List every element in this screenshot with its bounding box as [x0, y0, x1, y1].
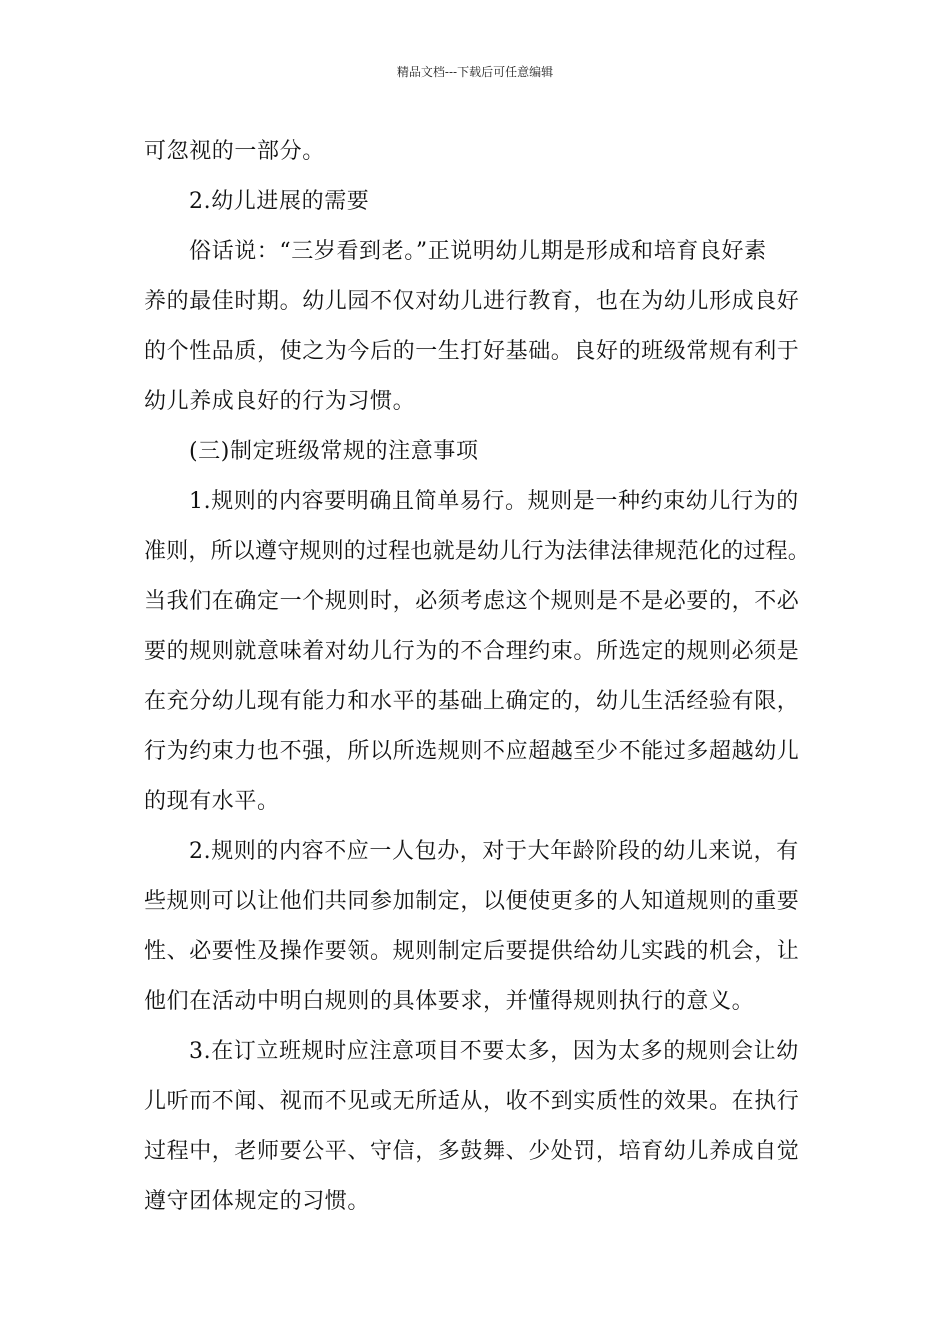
text-line: 的现有水平。 — [144, 789, 280, 814]
page-header: 精品文档---下载后可任意编辑 — [396, 65, 554, 79]
text-line: 的个性品质，使之为今后的一生打好基础。良好的班级常规有利于 — [144, 339, 800, 364]
text-line: 幼儿养成良好的行为习惯。 — [144, 389, 416, 414]
text-line: 要的规则就意味着对幼儿行为的不合理约束。所选定的规则必须是 — [144, 639, 800, 664]
text-line: 他们在活动中明白规则的具体要求，并懂得规则执行的意义。 — [144, 989, 755, 1014]
text-line: 行为约束力也不强，所以所选规则不应超越至少不能过多超越幼儿 — [144, 739, 800, 764]
text-line: 2.规则的内容不应一人包办，对于大年龄阶段的幼儿来说，有 — [189, 839, 799, 864]
text-line: 性、必要性及操作要领。规则制定后要提供给幼儿实践的机会，让 — [144, 939, 800, 964]
document-body — [144, 127, 812, 1227]
text-line: (三)制定班级常规的注意事项 — [189, 439, 479, 464]
text-line: 些规则可以让他们共同参加制定，以便使更多的人知道规则的重要 — [144, 889, 800, 914]
text-line: 儿听而不闻、视而不见或无所适从，收不到实质性的效果。在执行 — [144, 1089, 800, 1114]
text-line: 准则，所以遵守规则的过程也就是幼儿行为法律法律规范化的过程。 — [144, 539, 811, 564]
text-line: 俗话说：“三岁看到老。”正说明幼儿期是形成和培育良好素 — [189, 239, 767, 264]
text-line: 遵守团体规定的习惯。 — [144, 1189, 371, 1214]
text-line: 3.在订立班规时应注意项目不要太多，因为太多的规则会让幼 — [189, 1039, 799, 1064]
text-line: 养的最佳时期。幼儿园不仅对幼儿进行教育，也在为幼儿形成良好 — [144, 289, 800, 314]
text-line: 1.规则的内容要明确且简单易行。规则是一种约束幼儿行为的 — [189, 489, 799, 514]
text-line: 在充分幼儿现有能力和水平的基础上确定的，幼儿生活经验有限， — [144, 689, 800, 714]
text-line: 当我们在确定一个规则时，必须考虑这个规则是不是必要的，不必 — [144, 589, 800, 614]
text-line: 2.幼儿进展的需要 — [189, 189, 370, 214]
text-line: 可忽视的一部分。 — [144, 139, 325, 164]
text-line: 过程中，老师要公平、守信，多鼓舞、少处罚，培育幼儿养成自觉 — [144, 1139, 800, 1164]
